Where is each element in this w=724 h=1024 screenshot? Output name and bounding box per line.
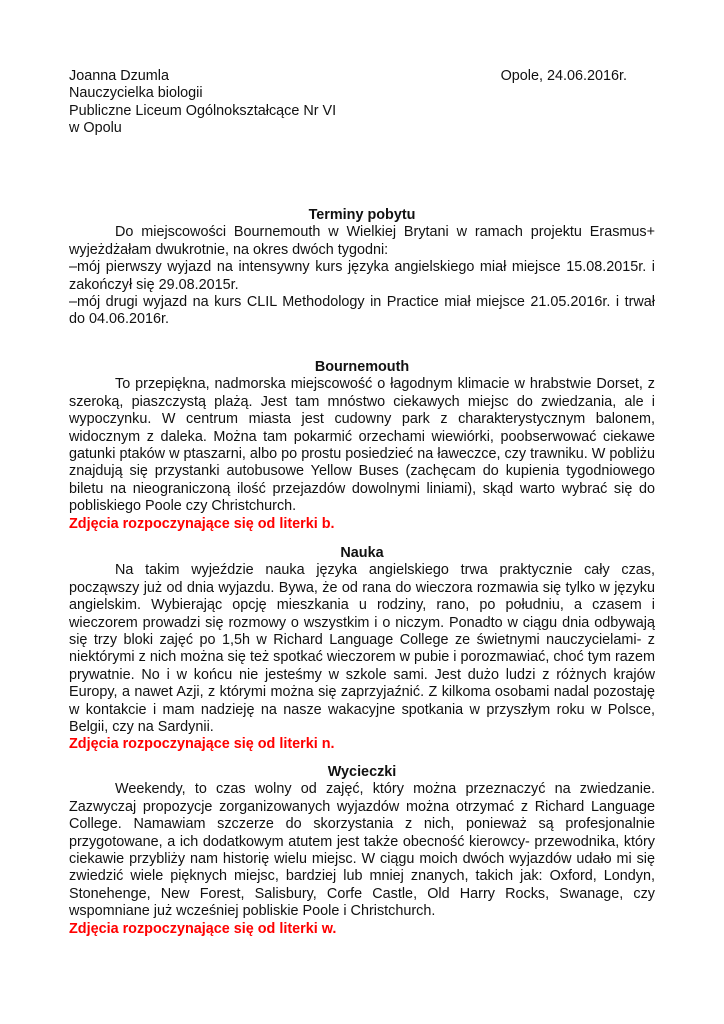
section-bournemouth — [69, 359, 655, 533]
wycieczki-body: Weekendy, to czas wolny od zajęć, który można przeznaczyć na zwiedzanie. Zazwyczaj propozycje zorganizowanych wyjazdów można otrzymać z Richard Language College. Namawiam szczerze do skorzystania z nich, ponieważ są profesjonalnie przygotowane, a ich dodatkowym atutem jest także obecność kierowcy- przewodnika, który ciekawie przybliży nam historię wielu miejsc. W ciągu moich dwóch wyjazdów udało mi się zwiedzić wiele pięknych miejsc, bardziej lub mniej znanych, takich jak: Oxford, Londyn, Stonehenge, New Forest, Salisbury, Corfe Castle, Old Harry Rocks, Swanage, czy wspomniane już wcześniej pobliskie Poole i Christchurch. — [69, 781, 655, 920]
terminy-item-1: –mój pierwszy wyjazd na intensywny kurs języka angielskiego miał miejsce 15.08.2015r. i zakończył się 29.08.2015r. — [69, 259, 655, 293]
section-heading-wycieczki: Wycieczki — [327, 764, 397, 780]
section-heading-terminy: Terminy pobytu — [308, 207, 416, 223]
author-role: Nauczycielka biologii — [69, 85, 203, 102]
author-name: Joanna Dzumla — [69, 68, 169, 84]
section-heading-nauka: Nauka — [340, 545, 384, 561]
terminy-item-2: –mój drugi wyjazd na kurs CLIL Methodology in Practice miał miejsce 21.05.2016r. i trwał do 04.06.2016r. — [69, 294, 655, 328]
section-wycieczki — [69, 764, 655, 938]
section-nauka — [69, 545, 655, 754]
nauka-body: Na takim wyjeździe nauka języka angielskiego trwa praktycznie cały czas, począwszy już od dnia wyjazdu. Bywa, że od rana do wieczora rozmawia się tylko w języku angielskim. Wybierając opcję mieszkania u rodziny, rano, po południu, a czasem i wieczorem prowadzi się rozmowy o wszystkim i o niczym. Ponadto w ciągu dnia odbywają się trzy bloki zajęć po 1,5h w Richard Language College ze świetnymi nauczycielami- z niektórymi z nich można się też spotkać wieczorem w pubie i porozmawiać, choć tym razem prywatnie. No i w końcu nie jesteśmy w szkole sami. Jest dużo ludzi z różnych krajów Europy, a nawet Azji, z którymi można się zaprzyjaźnić. Z kilkoma osobami nadal pozostaję w kontakcie i mam nadzieję na nasze wakacyjne spotkania w przyszłym roku w Polsce, Belgii, czy na Sardynii. — [69, 562, 655, 736]
terminy-intro: Do miejscowości Bournemouth w Wielkiej Brytani w ramach projektu Erasmus+ wyjeżdżałam dwukrotnie, na okres dwóch tygodni: — [69, 224, 655, 258]
nauka-photo-note: Zdjęcia rozpoczynające się od literki n. — [69, 736, 335, 753]
section-heading-bournemouth: Bournemouth — [314, 359, 410, 375]
author-school: Publiczne Liceum Ogólnokształcące Nr VI — [69, 102, 337, 119]
bournemouth-photo-note: Zdjęcia rozpoczynające się od literki b. — [69, 515, 335, 532]
wycieczki-photo-note: Zdjęcia rozpoczynające się od literki w. — [69, 920, 337, 937]
bournemouth-body: To przepiękna, nadmorska miejscowość o łagodnym klimacie w hrabstwie Dorset, z szeroką, piaszczystą plażą. Jest tam mnóstwo ciekawych miejsc do zwiedzania, ale i wypoczynku. W centrum miasta jest cudowny park z charakterystycznym balonem, widocznym z daleka. Można tam pokarmić orzechami wiewiórki, poobserwować ciekawe gatunki ptaków w ptaszarni, albo po prostu posiedzieć na ławeczce, czy trawniku. W pobliżu znajdują się przystanki autobusowe Yellow Buses (zachęcam do kupienia tygodniowego biletu na nieograniczoną ilość przejazdów dowolnymi liniami), skąd warto wybrać się do pobliskiego Poole czy Christchurch. — [69, 376, 655, 515]
section-terminy — [69, 207, 655, 329]
author-city: w Opolu — [69, 120, 122, 137]
place-date: Opole, 24.06.2016r. — [500, 68, 627, 84]
